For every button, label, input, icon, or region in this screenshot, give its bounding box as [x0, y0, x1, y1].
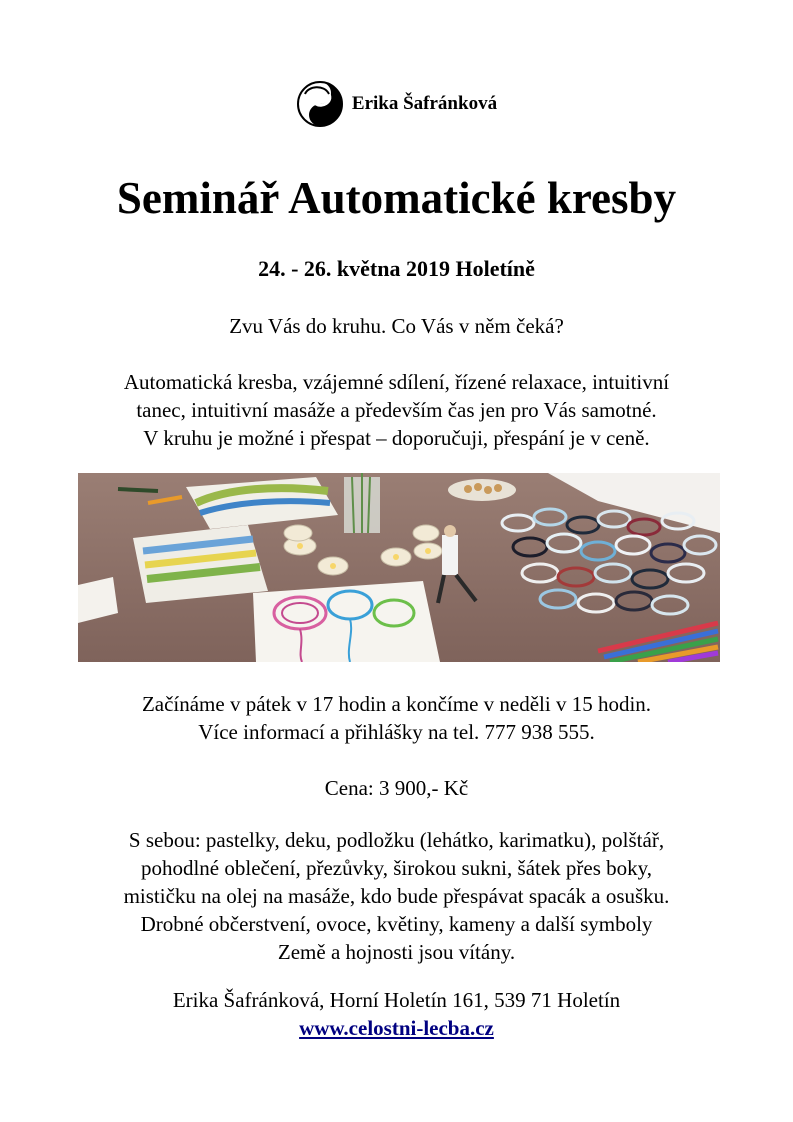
- schedule-line: Více informací a přihlášky na tel. 777 938 555.: [198, 720, 595, 744]
- workshop-photo: [78, 473, 720, 662]
- bring-line: Drobné občerstvení, ovoce, květiny, kameny a další symboly: [140, 912, 653, 936]
- intro-line: Zvu Vás do kruhu. Co Vás v něm čeká?: [229, 314, 564, 338]
- description-line: tanec, intuitivní masáže a především čas jen pro Vás samotné.: [136, 398, 657, 422]
- bring-line: mističku na olej na masáže, kdo bude přespávat spacák a osušku.: [123, 884, 670, 908]
- intro-text: [40, 312, 753, 340]
- schedule-line: Začínáme v pátek v 17 hodin a končíme v neděli v 15 hodin.: [141, 692, 652, 716]
- price-line: Cena: 3 900,- Kč: [324, 776, 469, 800]
- website-link[interactable]: www.celostni-lecba.cz: [299, 1016, 494, 1040]
- description-line: V kruhu je možné i přespat – doporučuji, přespání je v ceně.: [143, 426, 650, 450]
- contact-address: Erika Šafránková, Horní Holetín 161, 539 71 Holetín: [172, 988, 621, 1012]
- brand-name: Erika Šafránková: [351, 93, 498, 114]
- description-line: Automatická kresba, vzájemné sdílení, řízené relaxace, intuitivní: [123, 370, 670, 394]
- bring-line: Země a hojnosti jsou vítány.: [277, 940, 516, 964]
- bring-line: S sebou: pastelky, deku, podložku (lehátko, karimatku), polštář,: [128, 828, 665, 852]
- bring-line: pohodlné oblečení, přezůvky, širokou sukni, šátek přes boky,: [140, 856, 653, 880]
- price: [40, 774, 753, 802]
- page-title: Seminář Automatické kresby: [116, 173, 677, 223]
- description: [40, 368, 753, 452]
- event-dates: 24. - 26. května 2019 Holetíně: [258, 256, 535, 281]
- what-to-bring: [40, 826, 753, 966]
- yin-yang-swirl-icon: [296, 80, 344, 128]
- schedule: [40, 690, 753, 746]
- brand-header: [0, 80, 793, 128]
- contact: [40, 986, 753, 1042]
